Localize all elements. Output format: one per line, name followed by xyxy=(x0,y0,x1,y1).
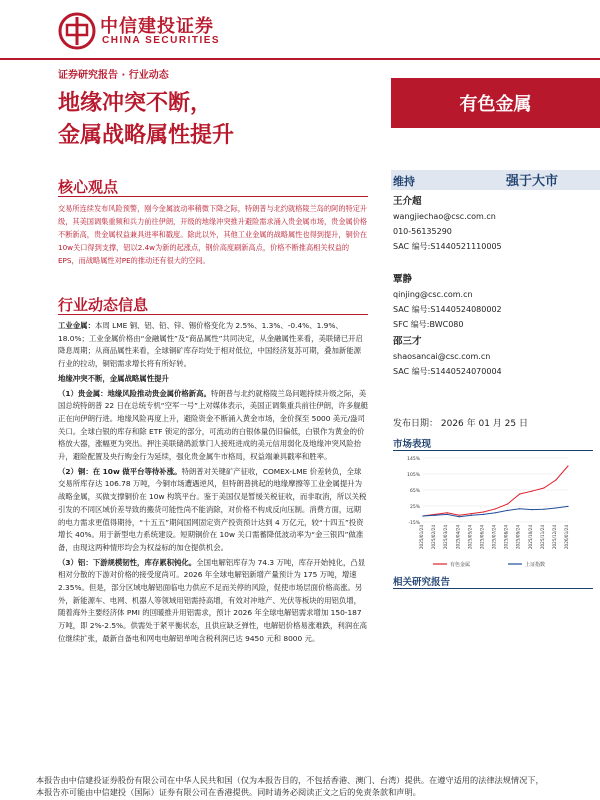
paragraph-text: 本周 LME 铜、铝、铅、锌、锡价格变化为 2.5%、1.3%、-0.4%、1.9%、18.0%；工业金属价格由“金融属性”及“商品属性”共同决定，从金融属性来看，美联储已开启降息周期；从商品属性来看，全球铜矿库存均处于相对低位，中国经济复苏可期，叠加新能源行业的拉动，铜铝需求增长将有所好转。 xyxy=(58,321,363,369)
dynamics-body xyxy=(58,320,368,648)
logo-text-cn: 中信建投证券 xyxy=(100,16,214,37)
logo-text-en: CHINA SECURITIES xyxy=(102,35,221,46)
legend-label: 有色金属 xyxy=(450,562,471,568)
report-title-line1: 地缘冲突不断， xyxy=(58,91,213,116)
rating-bar xyxy=(391,170,600,190)
data-point xyxy=(543,487,544,488)
paragraph-industrial-metals xyxy=(58,320,368,371)
data-point xyxy=(555,507,556,508)
paragraph-copper xyxy=(58,466,368,555)
data-point xyxy=(447,512,448,513)
x-tick-label: 2025/10/24 xyxy=(527,525,533,550)
related-reports-heading: 相关研究报告 xyxy=(393,577,451,588)
y-tick-label: 145% xyxy=(407,457,420,462)
analyst-name: 王介超 xyxy=(393,196,422,207)
data-point xyxy=(507,510,508,511)
x-tick-label: 2025/11/24 xyxy=(539,525,545,550)
dynamics-divider xyxy=(58,314,368,315)
x-tick-label: 2025/07/24 xyxy=(491,525,497,550)
market-performance-chart xyxy=(393,452,600,570)
rating-value: 强于大市 xyxy=(506,174,559,189)
subheading-text: 地缘冲突不断，金属战略属性提升 xyxy=(58,373,169,383)
analyst-name: 覃静 xyxy=(393,274,413,285)
series-line xyxy=(423,506,568,516)
sector-banner: 有色金属 xyxy=(391,78,600,128)
paragraph-label: 工业金属： xyxy=(58,321,95,330)
paragraph-precious-metals xyxy=(58,388,368,464)
data-point xyxy=(495,508,496,509)
data-point xyxy=(531,491,532,492)
data-point xyxy=(471,515,472,516)
data-point xyxy=(519,508,520,509)
data-point xyxy=(447,514,448,515)
analyst-email[interactable]: qinjing@csc.com.cn xyxy=(393,290,473,299)
data-point xyxy=(483,514,484,515)
x-tick-label: 2025/08/24 xyxy=(503,525,509,550)
x-tick-label: 2025/12/24 xyxy=(551,525,557,550)
core-divider xyxy=(58,196,368,197)
report-title-line2: 金属战略属性提升 xyxy=(58,123,235,148)
disclaimer-line1: 本报告由中信建投证券股份有限公司在中华人民共和国（仅为本报告目的，不包括香港、澳门、台湾）提供。在遵守适用的法律法规情况下， xyxy=(36,775,544,785)
publish-date: 发布日期： 2026 年 01 月 25 日 xyxy=(393,419,528,429)
data-point xyxy=(422,515,423,516)
chart-series xyxy=(422,465,568,517)
analyst-card xyxy=(393,194,593,254)
y-tick-label: 65% xyxy=(409,489,420,494)
paragraph-label: （3）铝：下游规模韧性，库存累积钝化。 xyxy=(58,557,197,567)
rating-action: 维持 xyxy=(393,175,415,188)
data-point xyxy=(543,509,544,510)
paragraph-subheading xyxy=(58,373,368,386)
analyst-email[interactable]: shaosancai@csc.com.cn xyxy=(393,352,491,361)
x-tick-label: 2025/03/24 xyxy=(443,525,449,550)
market-divider xyxy=(393,450,593,451)
y-tick-label: 105% xyxy=(407,473,420,478)
x-axis xyxy=(419,525,569,549)
paragraph-aluminum xyxy=(58,557,368,646)
report-category: 证券研究报告 · 行业动态 xyxy=(58,70,169,81)
company-logo xyxy=(58,10,221,52)
x-tick-label: 2025/05/24 xyxy=(467,525,473,550)
x-tick-label: 2026/01/24 xyxy=(564,525,569,550)
data-point xyxy=(531,509,532,510)
x-tick-label: 2025/09/24 xyxy=(515,525,521,550)
chart-legend xyxy=(433,561,545,568)
core-heading: 核心观点 xyxy=(58,178,119,196)
y-axis xyxy=(407,456,421,526)
analyst-cert: SAC 编号:S1440521110005 xyxy=(393,242,502,251)
paragraph-label: （2）铜：在 10w 做平台等待补涨。 xyxy=(58,466,182,476)
paragraph-text: 特朗普与北约就格陵兰岛问题持续升级之际，美国总统特朗普 22 日在总统专机“空军一号”上对媒体表示，美国正调集重兵前往伊朗，许多舰艇正在向伊朗行进。地缘风险再度上升，避险资金不断涌入黄金市场，金价探至 5000 美元/盎司关口。全球白银的库存和除 ETF 锁定的部分，可流动的白银体量仍旧偏低，白银作为黄金的价格放大器，涨幅更为突出。押注美联储鸽派掌门人接班进成的美元信用弱化及地缘冲突风险抬升，避险配置及央行购金行为延续，强化贵金属牛市格局，权益端兼具戳率和胜率。 xyxy=(58,388,368,462)
data-point xyxy=(507,503,508,504)
analyst-card xyxy=(393,334,593,379)
data-point xyxy=(459,515,460,516)
analyst-card xyxy=(393,272,593,332)
paragraph-label: （1）贵金属：地缘风险推动贵金属价格新高。 xyxy=(58,388,211,398)
data-point xyxy=(459,516,460,517)
analyst-phone: 010-56135290 xyxy=(393,227,452,236)
data-point xyxy=(483,511,484,512)
dynamics-heading: 行业动态信息 xyxy=(58,296,149,314)
related-divider xyxy=(393,588,593,589)
data-point xyxy=(519,493,520,494)
x-tick-label: 2025/02/24 xyxy=(431,525,437,550)
analyst-cert-sfc: SFC 编号:BWC080 xyxy=(393,320,464,329)
data-point xyxy=(567,506,568,507)
data-point xyxy=(495,512,496,513)
paragraph-text: 特朗普对关键矿产征收，COMEX-LME 价差转负，全球交易所库存达 106.78 万吨，今铜市场遭遇逆风，但特朗普挑起的地缘摩擦等工业金属提升为战略金属，买做支撑铜价在 10w 构筑平台。鉴于美国仅是暂缓关税征收，而非取消，所以关税引发的不同区域价差导致的搬货可能性尚不能消除，对价格不构成反向压制。消费方面，远期的电力需求更值得期待，“十五五”期间国网固定资产投资预计达到 4 万亿元，较“十四五”投资增长 40%。用于新型电力系统建设。短期铜价在 10w 关口需蓄降低波动率为“金三银四”做准备，由现这两种情形均会为权益标的加仓提供机会。 xyxy=(58,466,367,552)
x-tick-label: 2025/04/24 xyxy=(455,525,461,550)
core-text: 交易所连续发布风险预警，刚今金属波动率稍微下降之际，特朗普与北约就格陵兰岛的阿的特定升级，其美国调集重频和兵力前往伊朗，开级的地缘冲突推升避险需求涌入贵金属市场，贵金属价格不断新高，贵金属权益兼具进率和戳度。除此以外，其他工业金属的战略属性也得到提升，铜价在10w关口得到支撑，铝以2.4w为新的起涨点，钢价高度刷新高点，价格不断推高相关权益的EPS，而战略属性对PE的推动还有很大的空间。 xyxy=(58,204,368,265)
market-heading: 市场表现 xyxy=(393,439,432,450)
analyst-cert: SAC 编号:S1440524080002 xyxy=(393,305,502,314)
logo-emblem-icon xyxy=(58,12,96,50)
y-tick-label: -15% xyxy=(408,521,420,526)
disclaimer-line2: 本报告亦可能由中信建投（国际）证券有限公司在香港提供。同时请务必阅读正文之后的免责条款和声明。 xyxy=(36,787,421,797)
header-divider xyxy=(0,58,600,60)
data-point xyxy=(471,513,472,514)
analyst-name: 邵三才 xyxy=(393,336,422,347)
analyst-email[interactable]: wangjiechao@csc.com.cn xyxy=(393,212,496,221)
x-tick-label: 2025/06/24 xyxy=(479,525,485,550)
data-point xyxy=(567,465,568,466)
analyst-cert: SAC 编号:S1440524070004 xyxy=(393,367,502,376)
y-tick-label: 25% xyxy=(409,505,420,510)
legend-label: 上证指数 xyxy=(525,562,546,568)
disclaimer-footer xyxy=(36,774,600,798)
x-tick-label: 2025/01/24 xyxy=(419,525,424,550)
data-point xyxy=(434,515,435,516)
paragraph-text: 全国电解铝库存为 74.3 万吨，库存开始钝化，凸显相对分散的下游对价格的接受度尚可。2026 年全球电解铝新增产量预计为 175 万吨，增速 2.35%。但是，部分区域电解铝面临电力供应不足而关停的风险，促使市场层面价格高涨。另外，新能源车、电网、机器人等领域用铝需持高增，有效对冲地产、光伏等板块的用铝负增，随着海外主要经济体 PMI 的回暖推升用铝需求，预计 2026 年全球电解铝需求增加 150-187 万吨，即 2%-2.5%。供需处于紧平衡状态，且供应缺乏弹性，电解铝价格易涨难跌，利润在高位继续扩张，最新自备电和网电电解铝单吨含税利润已达 9450 元和 8000 元。 xyxy=(58,557,367,643)
data-point xyxy=(555,479,556,480)
